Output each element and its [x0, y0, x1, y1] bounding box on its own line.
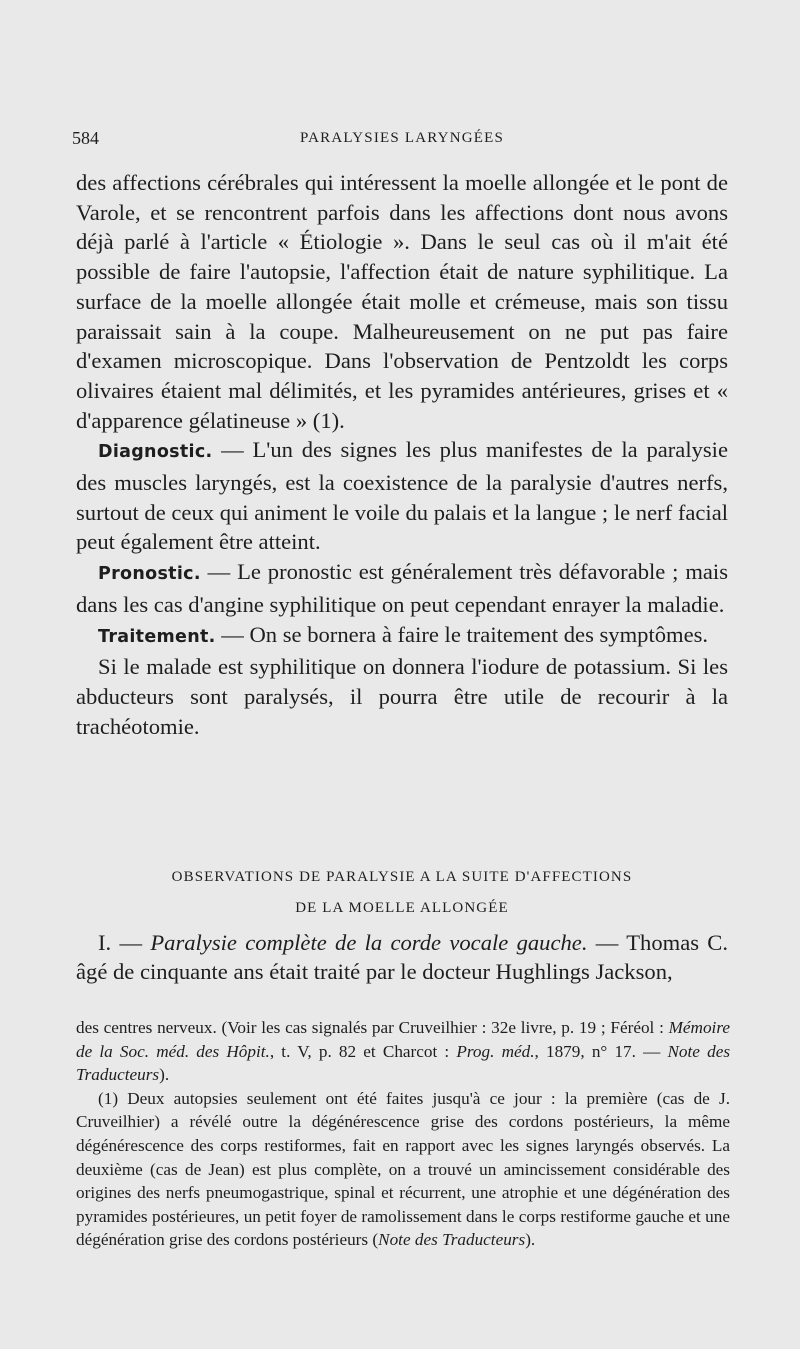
footnote-italic: Mémoire de la Soc. méd. des Hôpit.	[76, 1018, 730, 1061]
footnotes	[76, 1016, 730, 1252]
footnote-text: , t. V, p. 82 et Charcot :	[269, 1041, 457, 1061]
paragraph: Si le malade est syphilitique on donnera l'iodure de potassium. Si les abducteurs sont paralysés, il pourra être utile de recourir à la trachéotomie.	[76, 654, 728, 739]
body-text	[76, 168, 728, 741]
paragraph-text: — On se bornera à faire le traitement des symptômes.	[215, 621, 709, 647]
footnote-1	[76, 1087, 730, 1252]
case-title: Paralysie complète de la corde vocale gauche.	[150, 930, 588, 955]
footnote-text: des centres nerveux. (Voir les cas signalés par Cruveilhier : 32e livre, p. 19 ; Féréol :	[76, 1018, 669, 1037]
heading-line: OBSERVATIONS DE PARALYSIE A LA SUITE D'AFFECTIONS	[171, 869, 633, 885]
paragraph: des affections cérébrales qui intéressent la moelle allongée et le pont de Varole, et se rencontrent parfois dans les affections dont nous avons déjà parlé à l'article « Étiologie ». Dans le seul cas où il m'ait été possible de faire l'autopsie, l'affection était de nature syphilitique. La surface de la moelle allongée était molle et crémeuse, mais son tissu paraissait sain à la coupe. Malheureusement on ne put pas faire d'examen microscopique. Dans l'observation de Pentzoldt les corps olivaires étaient mal délimités, et les pyramides antérieures, grises et « d'apparence gélatineuse » (1).	[76, 170, 728, 433]
traitement-paragraph	[76, 620, 728, 653]
page-number: 584	[72, 128, 99, 148]
footnote-text: ).	[525, 1230, 536, 1250]
paragraph-text: — L'un des signes les plus manifestes de la paralysie des muscles laryngés, est la coexistence de la paralysie d'autres nerfs, surtout de ceux qui animent le voile du palais et la langue ; le nerf facial peut également être atteint.	[76, 437, 728, 555]
case-dash: —	[111, 930, 151, 955]
heading-line: DE LA MOELLE ALLONGÉE	[295, 900, 509, 916]
footnote-continuation	[76, 1016, 730, 1087]
diagnostic-paragraph	[76, 435, 728, 557]
case-paragraph	[76, 928, 728, 986]
footnote-text: , 1879, n° 17. —	[534, 1041, 668, 1061]
section-heading-traitement: Traitement.	[98, 626, 216, 647]
observations-heading	[76, 862, 728, 924]
section-heading-pronostic: Pronostic.	[98, 564, 201, 585]
footnote-italic: Prog. méd.	[456, 1041, 535, 1061]
paragraph-text: — Le pronostic est généralement très défavorable ; mais dans les cas d'angine syphilitique on peut cependant enrayer la maladie.	[76, 559, 728, 617]
page-header	[72, 128, 732, 152]
running-title: PARALYSIES LARYNGÉES	[299, 130, 505, 146]
footnote-italic: Note des Traducteurs	[378, 1230, 526, 1250]
case-number: I.	[98, 930, 112, 955]
footnote-text: ).	[159, 1065, 170, 1085]
footnote-italic: Note des Traducteurs	[76, 1041, 731, 1085]
case-text: — Thomas C. âgé de cinquante ans était traité par le docteur Hughlings Jackson,	[76, 930, 729, 984]
pronostic-paragraph	[76, 557, 728, 619]
footnote-text: (1) Deux autopsies seulement ont été faites jusqu'à ce jour : la première (cas de J. Cruveilhier) a révélé outre la dégénérescence grise des cordons postérieurs, la même dégénérescence des corps restiformes, fait en rapport avec les signes laryngés observés. La deuxième (cas de Jean) est plus complète, on a trouvé un amincissement considérable des origines des nerfs pneumogastrique, spinal et récurrent, une atrophie et une dégénération des pyramides postérieures, un petit foyer de ramolissement dans le corps restiforme gauche et une dégénération grise des cordons postérieurs (	[76, 1088, 730, 1250]
section-heading-diagnostic: Diagnostic.	[98, 442, 213, 463]
observation-case	[76, 928, 728, 986]
